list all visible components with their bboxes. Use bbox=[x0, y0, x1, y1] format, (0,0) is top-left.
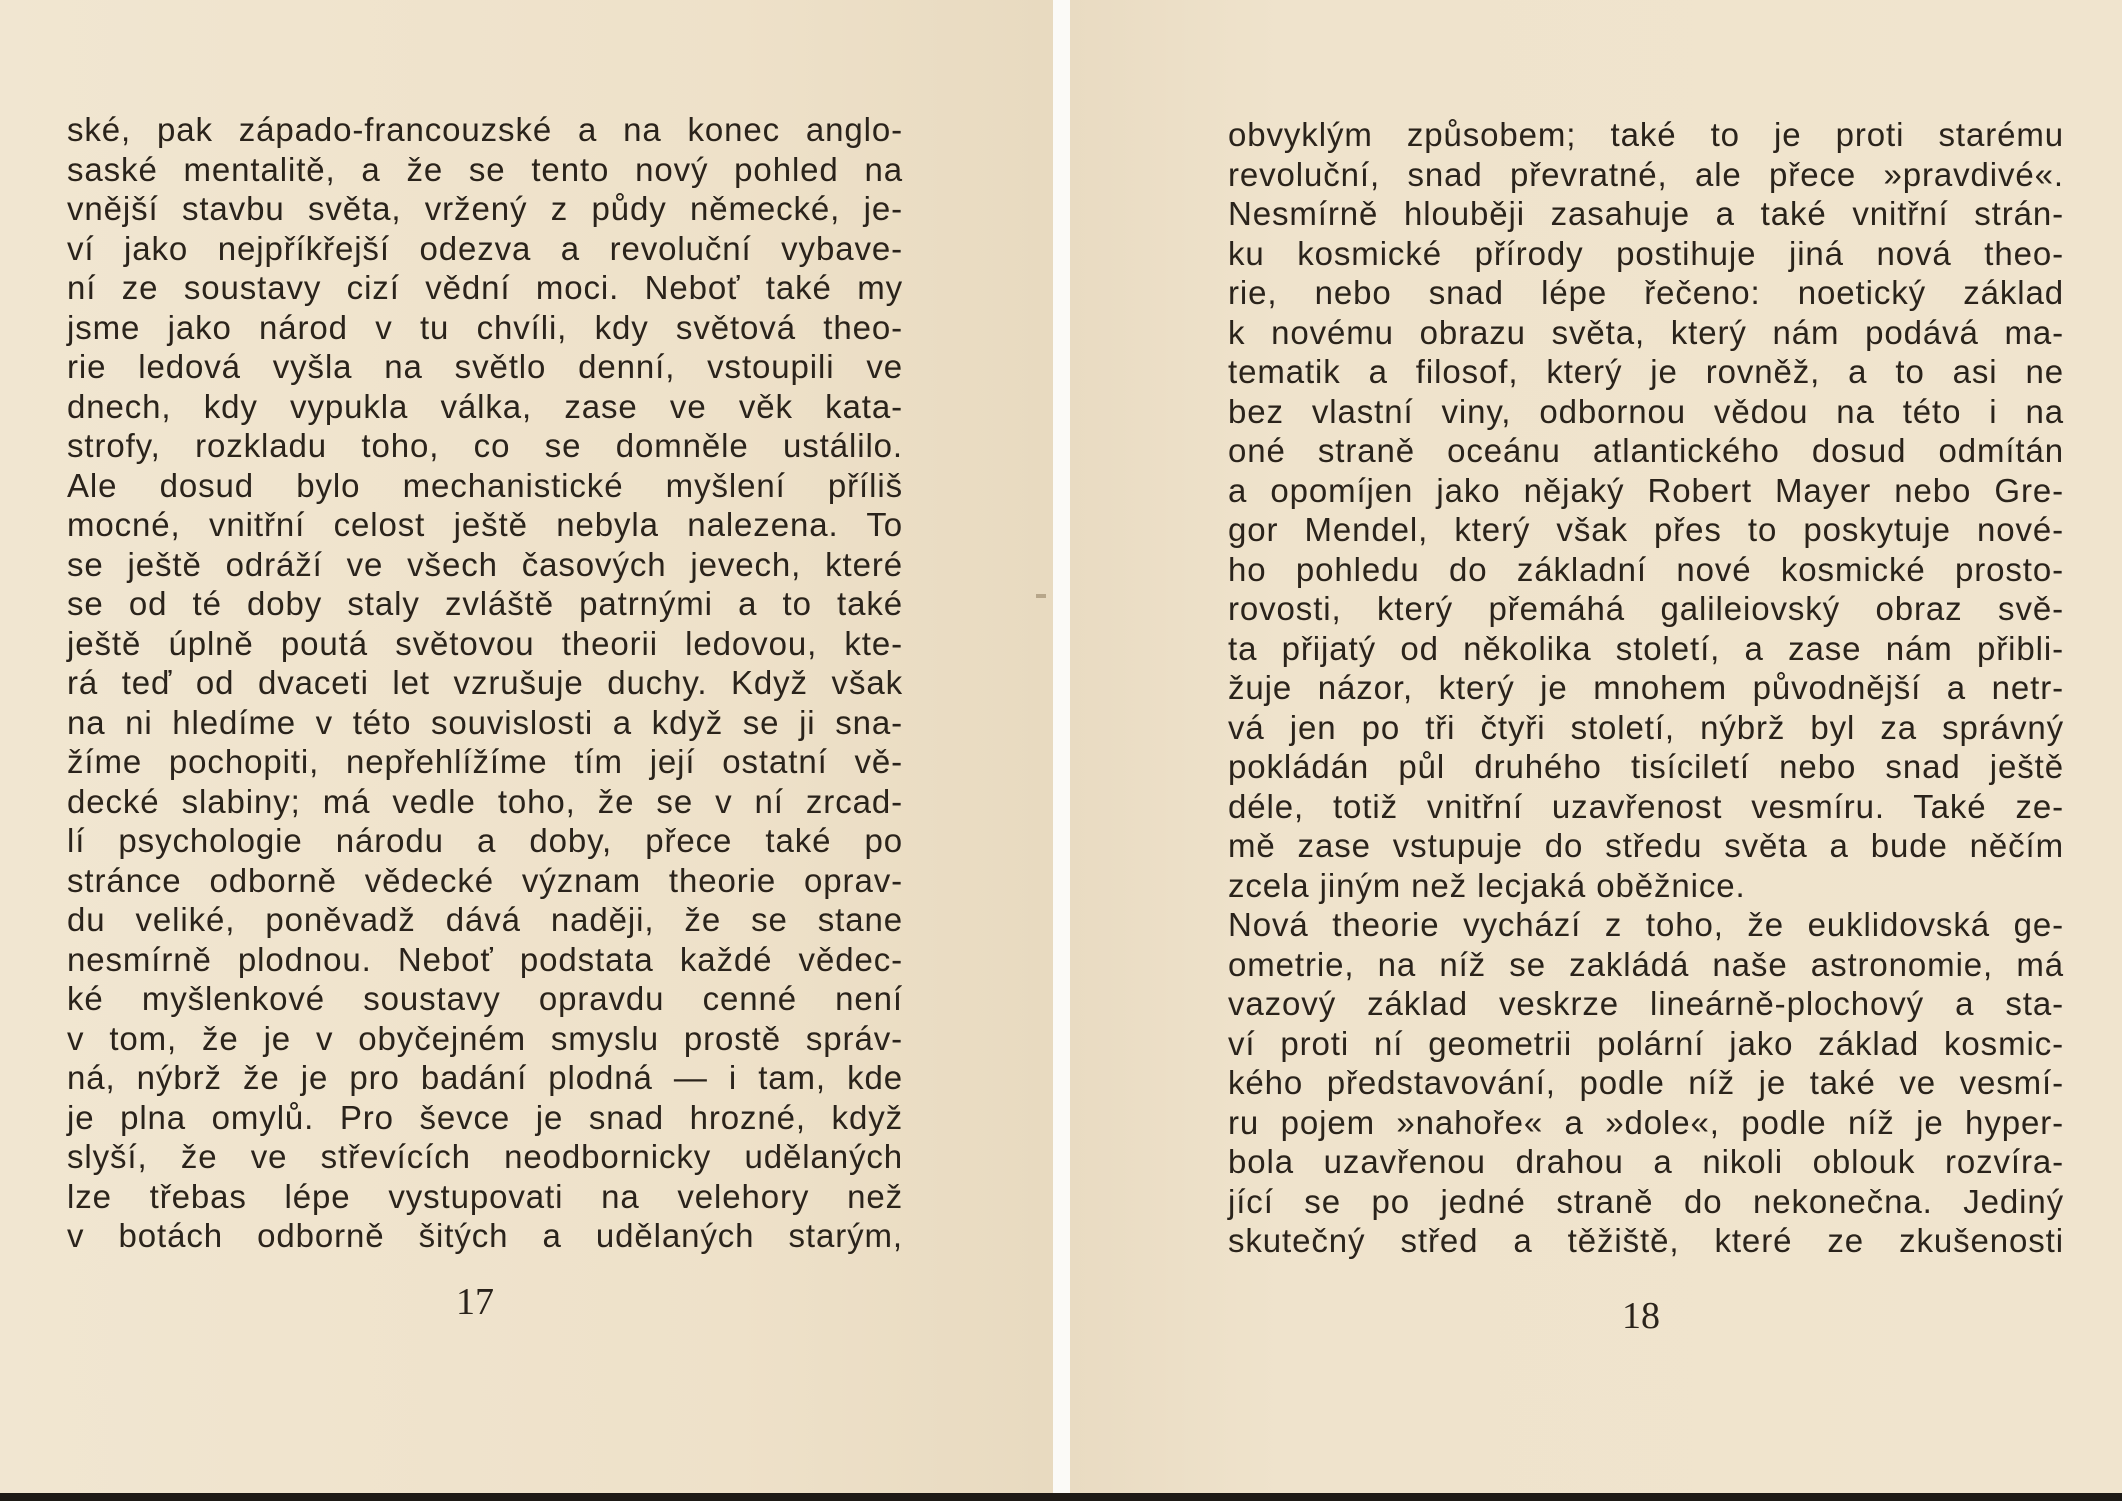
text-line: rovosti, který přemáhá galileiovský obraz svě- bbox=[1228, 590, 2064, 627]
text-line: ku kosmické přírody postihuje jiná nová theo- bbox=[1228, 234, 2064, 272]
text-line: ké myšlenkové soustavy opravdu cenné není bbox=[67, 980, 903, 1017]
text-line: ná, nýbrž že je pro badání plodná — i tam, kde bbox=[67, 1059, 903, 1096]
text-line: jsme jako národ v tu chvíli, kdy světová theo- bbox=[67, 308, 903, 346]
text-line: lí psychologie národu a doby, přece také po bbox=[67, 822, 903, 859]
text-line: decké slabiny; má vedle toho, že se v ní zrcad- bbox=[67, 782, 903, 820]
text-line: zcela jiným než lecjaká oběžnice. bbox=[1228, 866, 1746, 904]
text-line: ví proti ní geometrii polární jako základ kosmic- bbox=[1228, 1024, 2064, 1062]
text-line: revoluční, snad převratné, ale přece »pravdivé«. bbox=[1228, 155, 2064, 193]
text-line: bola uzavřenou drahou a nikoli oblouk rozvíra- bbox=[1228, 1143, 2064, 1180]
text-line: Nová theorie vychází z toho, že euklidovská ge- bbox=[1228, 906, 2064, 943]
text-line: nesmírně plodnou. Neboť podstata každé vědec- bbox=[67, 940, 903, 978]
text-line: vazový základ veskrze lineárně-plochový a sta- bbox=[1228, 985, 2064, 1022]
text-line: pokládán půl druhého tisíciletí nebo snad ještě bbox=[1228, 748, 2064, 785]
text-line: ví jako nejpříkřejší odezva a revoluční vybave- bbox=[67, 229, 903, 267]
text-line: skutečný střed a těžiště, které ze zkušenosti bbox=[1228, 1222, 2064, 1259]
text-line: du veliké, poněvadž dává naději, že se stane bbox=[67, 901, 903, 938]
text-line: ještě úplně poutá světovou theorii ledovou, kte- bbox=[67, 624, 903, 662]
text-line: strofy, rozkladu toho, co se domněle ustálilo. bbox=[67, 427, 903, 464]
text-line: ské, pak západo-francouzské a na konec anglo- bbox=[67, 111, 903, 148]
text-line: mocné, vnitřní celost ještě nebyla nalezena. To bbox=[67, 506, 903, 543]
text-line: bez vlastní viny, odbornou vědou na této i na bbox=[1228, 392, 2064, 430]
text-line: stránce odborně vědecké význam theorie oprav- bbox=[67, 861, 903, 899]
text-line: mě zase vstupuje do středu světa a bude něčím bbox=[1228, 827, 2064, 864]
text-line: rá teď od dvaceti let vzrušuje duchy. Když však bbox=[67, 664, 903, 701]
page-gutter bbox=[1053, 0, 1070, 1501]
text-line: ní ze soustavy cizí vědní moci. Neboť také my bbox=[67, 269, 903, 306]
text-line: se ještě odráží ve všech časových jevech, které bbox=[67, 545, 903, 583]
text-line: na ni hledíme v této souvislosti a když se ji sna- bbox=[67, 703, 903, 741]
page-number: 17 bbox=[456, 1281, 494, 1323]
left-page-text bbox=[67, 110, 903, 1256]
text-line: tematik a filosof, který je rovněž, a to asi ne bbox=[1228, 353, 2064, 390]
text-line: Nesmírně hlouběji zasahuje a také vnitřní strán- bbox=[1228, 195, 2064, 232]
right-page-text bbox=[1228, 115, 2064, 1261]
text-line: je plna omylů. Pro ševce je snad hrozné, když bbox=[67, 1098, 903, 1136]
scan-bottom-edge bbox=[0, 1493, 2122, 1501]
text-line: a opomíjen jako nějaký Robert Mayer nebo Gre- bbox=[1228, 471, 2064, 509]
right-page bbox=[1070, 0, 2122, 1501]
page-number: 18 bbox=[1622, 1295, 1660, 1337]
text-line: ru pojem »nahoře« a »dole«, podle níž je hyper- bbox=[1228, 1103, 2064, 1141]
text-line: lze třebas lépe vystupovati na velehory než bbox=[67, 1177, 903, 1215]
text-line: déle, totiž vnitřní uzavřenost vesmíru. Také ze- bbox=[1228, 787, 2064, 825]
text-line: vá jen po tři čtyři století, nýbrž byl za správný bbox=[1228, 708, 2064, 746]
text-line: dnech, kdy vypukla válka, zase ve věk kata- bbox=[67, 387, 903, 425]
text-line: rie, nebo snad lépe řečeno: noetický základ bbox=[1228, 274, 2064, 311]
text-line: slyší, že ve střevících neodbornicky udělaných bbox=[67, 1138, 903, 1175]
page-edge-mark bbox=[1036, 594, 1046, 598]
text-line: oné straně oceánu atlantického dosud odmítán bbox=[1228, 432, 2064, 469]
text-line: Ale dosud bylo mechanistické myšlení příliš bbox=[67, 466, 903, 504]
text-line: ta přijatý od několika století, a zase nám přibli- bbox=[1228, 629, 2064, 667]
text-line: vnější stavbu světa, vržený z půdy německé, je- bbox=[67, 190, 903, 227]
text-line: saské mentalitě, a že se tento nový pohled na bbox=[67, 150, 903, 188]
left-page bbox=[0, 0, 1053, 1501]
text-line: k novému obrazu světa, který nám podává ma- bbox=[1228, 313, 2064, 351]
text-line: obvyklým způsobem; také to je proti starému bbox=[1228, 116, 2064, 153]
text-line: gor Mendel, který však přes to poskytuje nové- bbox=[1228, 511, 2064, 548]
text-line: ho pohledu do základní nové kosmické prosto- bbox=[1228, 550, 2064, 588]
text-line: v botách odborně šitých a udělaných starým, bbox=[67, 1217, 903, 1254]
text-line: žíme pochopiti, nepřehlížíme tím její ostatní vě- bbox=[67, 743, 903, 780]
text-line: kého představování, podle níž je také ve vesmí- bbox=[1228, 1064, 2064, 1101]
text-line: v tom, že je v obyčejném smyslu prostě správ- bbox=[67, 1019, 903, 1057]
text-line: se od té doby staly zvláště patrnými a to také bbox=[67, 585, 903, 622]
text-line: žuje názor, který je mnohem původnější a netr- bbox=[1228, 669, 2064, 706]
text-line: jící se po jedné straně do nekonečna. Jediný bbox=[1228, 1182, 2064, 1220]
text-line: ometrie, na níž se zakládá naše astronomie, má bbox=[1228, 945, 2064, 983]
text-line: rie ledová vyšla na světlo denní, vstoupili ve bbox=[67, 348, 903, 385]
